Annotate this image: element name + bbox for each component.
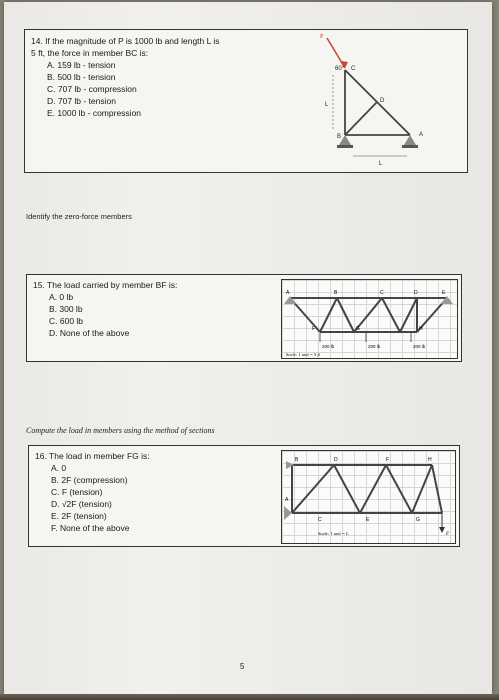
q16-label-G: G [416, 517, 420, 523]
q16-label-F: F [386, 457, 390, 463]
q16-truss-figure [281, 450, 456, 544]
q14-label-B: B [337, 134, 342, 140]
q16-label-C: C [318, 517, 322, 523]
q16-option-d[interactable]: D. √2F (tension) [51, 499, 112, 509]
q16-box [28, 445, 460, 547]
q15-label-D: D [414, 290, 418, 296]
desk-surface [0, 694, 499, 700]
q15-label-B: B [334, 290, 338, 296]
q14-truss-figure [315, 30, 465, 170]
q16-text [35, 450, 265, 534]
q16-option-c[interactable]: C. F (tension) [51, 487, 103, 497]
q14-text [31, 35, 281, 119]
q14-option-a[interactable]: A. 159 lb - tension [47, 60, 116, 70]
q16-option-a[interactable]: A. 0 [51, 463, 67, 473]
q15-label-E: E [442, 290, 446, 296]
q15-text [33, 279, 273, 339]
q14-option-e[interactable]: E. 1000 lb - compression [47, 108, 142, 118]
q16-scale-note: Scale: 1 unit = L [318, 531, 349, 536]
q15-load-2: 200 lb [368, 344, 381, 349]
q14-label-D: D [380, 98, 385, 104]
q16-stem: 16. The load in member FG is: [35, 451, 150, 461]
page-number: 5 [240, 662, 245, 671]
q15-option-b[interactable]: B. 300 lb [49, 304, 83, 314]
method-of-sections-instruction: Compute the load in members using the method of sections [26, 426, 215, 435]
q15-truss-figure [281, 279, 458, 359]
q16-label-B: B [295, 457, 299, 463]
q15-option-c[interactable]: C. 600 lb [49, 316, 84, 326]
q15-scale-note: Scale: 1 unit = 5 ft [286, 352, 320, 357]
q15-load-1: 200 lb [322, 344, 335, 349]
q14-label-angle: 60° [335, 66, 345, 72]
q14-box [24, 29, 468, 173]
q15-label-F: F [312, 326, 316, 332]
q14-stem-line2: 5 ft, the force in member BC is: [31, 48, 149, 58]
q15-option-d[interactable]: D. None of the above [49, 328, 130, 338]
q15-label-H: H [419, 326, 423, 332]
q14-label-P: P [320, 34, 324, 40]
worksheet-page [4, 2, 492, 694]
q14-option-d[interactable]: D. 707 lb - tension [47, 96, 116, 106]
q15-label-A: A [286, 290, 290, 296]
q14-option-b[interactable]: B. 500 lb - tension [47, 72, 116, 82]
q15-option-a[interactable]: A. 0 lb [49, 292, 74, 302]
q14-label-L-vertical: L [325, 102, 329, 108]
q16-label-E: E [366, 517, 370, 523]
q16-option-b[interactable]: B. 2F (compression) [51, 475, 128, 485]
zero-force-instruction: Identify the zero-force members [26, 212, 132, 221]
q15-label-G: G [356, 326, 360, 332]
q14-label-L-horizontal: L [379, 161, 383, 167]
q15-load-3: 200 lb [413, 344, 426, 349]
q14-label-A: A [419, 132, 424, 138]
q16-label-D: D [334, 457, 338, 463]
q16-label-H: H [428, 457, 432, 463]
q14-stem-line1: 14. If the magnitude of P is 1000 lb and length L is [31, 36, 220, 46]
q14-option-c[interactable]: C. 707 lb - compression [47, 84, 137, 94]
q16-option-e[interactable]: E. 2F (tension) [51, 511, 107, 521]
q15-stem: 15. The load carried by member BF is: [33, 280, 178, 290]
q16-option-f[interactable]: F. None of the above [51, 523, 130, 533]
q15-label-C: C [380, 290, 384, 296]
q16-label-A: A [285, 497, 289, 503]
q15-box [26, 274, 462, 362]
q16-load-label: F [446, 532, 450, 537]
q14-label-C: C [351, 66, 356, 72]
